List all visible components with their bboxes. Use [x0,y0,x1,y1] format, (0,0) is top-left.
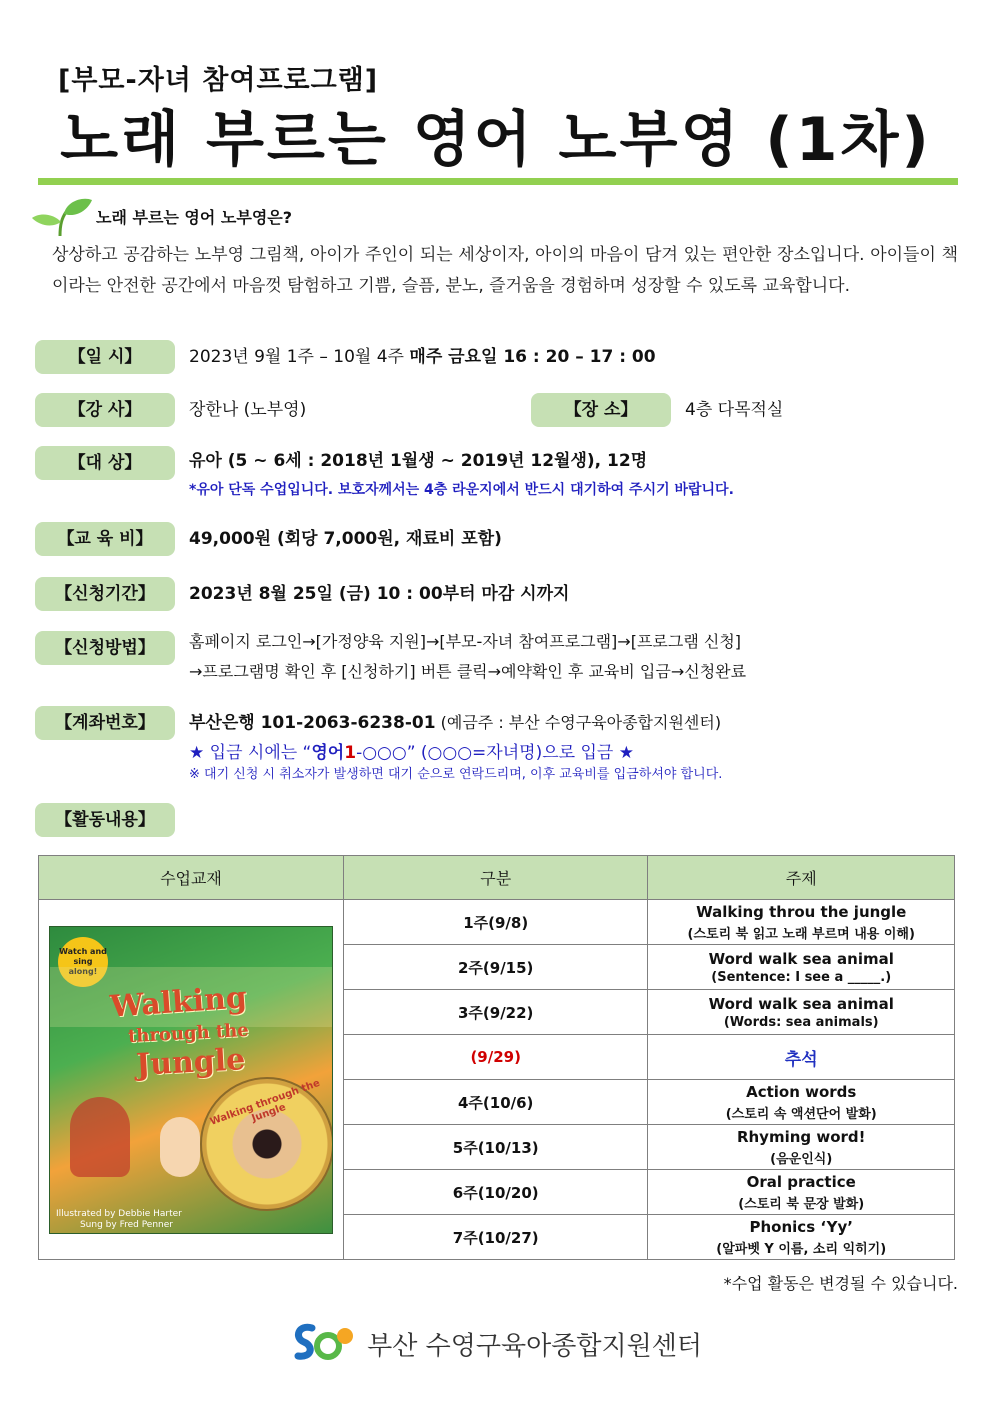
program-category: [부모-자녀 참여프로그램] [58,65,379,96]
book-title-2: through the [127,1019,250,1047]
account-holder: (예금주 : 부산 수영구육아종합지원센터) [435,713,722,732]
week-cell: 3주(9/22) [457,1003,534,1022]
topic-cell [648,1035,955,1080]
target-note: *유아 단독 수업입니다. 보호자께서는 4층 라운지에서 반드시 대기하여 주시기 바랍니다. [189,482,734,498]
instructor-label: 【강 사】 [35,393,175,427]
fee-label: 【교 육 비】 [35,522,175,556]
week-cell: 2주(9/15) [457,958,534,977]
topic-detail: (알파벳 Y 이름, 소리 익히기) [716,1241,887,1257]
table-row [39,900,955,945]
book-title-1: Walking [108,979,248,1025]
page-title: 노래 부르는 영어 노부영 (1차) [60,105,932,175]
book-title-3: Jungle [135,1041,247,1083]
topic-detail: (스토리 북 문장 발화) [738,1196,865,1212]
topic-title: Walking throu the jungle [696,902,907,921]
intro-heading: 노래 부르는 영어 노부영은? [96,208,293,227]
bank-account: 부산은행 101-2063-6238-01 [189,713,436,733]
place-label: 【장 소】 [531,393,671,427]
topic-title: Word walk sea animal [708,949,894,968]
topic-title: Oral practice [746,1172,856,1191]
deposit-text-d: -○○○” (○○○=자녀명)으로 입금 ★ [356,743,634,763]
topic-detail: (스토리 속 액션단어 발화) [725,1106,877,1122]
method-label: 【신청방법】 [35,631,175,665]
cd-label: Walking through the Jungle [208,1077,322,1128]
topic-detail: (Words: sea animals) [723,1014,879,1030]
target-value: 유아 (5 ~ 6세 : 2018년 1월생 ~ 2019년 12월생), 12명 [189,451,648,471]
instructor-value: 장한나 (노부영) [189,400,307,420]
schedule-value [189,345,656,369]
topic-cell [648,945,955,990]
topic-title: Action words [746,1082,857,1101]
topic-cell [648,900,955,945]
method-line2: →프로그램명 확인 후 [신청하기] 버튼 클릭→예약확인 후 교육비 입금→신청완료 [189,662,747,681]
topic-cell [648,1170,955,1215]
sprout-icon [30,196,94,244]
deposit-instruction [189,741,634,765]
topic-detail: (음운인식) [770,1151,833,1167]
schedule-dates: 2023년 9월 1주 – 10월 4주 [189,347,410,367]
topic-cell [648,1215,955,1260]
col-header-week: 구분 [343,856,648,900]
week-cell: 7주(10/27) [452,1228,539,1247]
center-name: 부산 수영구육아종합지원센터 [367,1331,702,1362]
waitlist-note: ※ 대기 신청 시 취소자가 발생하면 대기 순으로 연락드리며, 이후 교육비를 입금하셔야 합니다. [189,767,723,782]
book-cover-cell [39,900,344,1260]
intro-text: 상상하고 공감하는 노부영 그림책, 아이가 주인이 되는 세상이자, 아이의 마음이 담겨 있는 편안한 장소입니다. 아이들이 책이라는 안전한 공간에서 마음껏 탐험하고 기쁨, 슬픔, 분노, 즐거움을 경험하며 성장할 수 있도록 교육합니다. [52,245,958,296]
cd-disc [200,1077,333,1211]
col-header-topic: 주제 [648,856,955,900]
activity-table [38,855,955,1260]
col-header-textbook: 수업교재 [39,856,344,900]
schedule-label: 【일 시】 [35,340,175,374]
week-cell: 5주(10/13) [452,1138,539,1157]
title-divider [38,178,958,185]
period-label: 【신청기간】 [35,577,175,611]
schedule-time: 매주 금요일 16 : 20 – 17 : 00 [409,347,656,367]
book-cover-image [49,926,333,1234]
topic-cell [648,1080,955,1125]
topic-cell [648,1125,955,1170]
footer [0,1320,992,1368]
account-label: 【계좌번호】 [35,706,175,740]
topic-cell [648,990,955,1035]
target-label: 【대 상】 [35,446,175,480]
topic-detail: (스토리 북 읽고 노래 부르며 내용 이해) [687,926,915,942]
period-value: 2023년 8월 25일 (금) 10 : 00부터 마감 시까지 [189,584,570,604]
deposit-text-a: ★ 입금 시에는 “ [189,743,312,763]
topic-detail: (Sentence: I see a _____.) [711,969,892,985]
deposit-text-c: 1 [344,743,357,763]
week-cell: (9/29) [470,1048,521,1066]
fee-value: 49,000원 (회당 7,000원, 재료비 포함) [189,529,502,549]
change-notice: *수업 활동은 변경될 수 있습니다. [723,1274,958,1293]
week-cell: 4주(10/6) [457,1093,534,1112]
holiday-title: 추석 [784,1049,818,1070]
book-badge: Watch and sing along! [58,937,108,987]
book-credit-2: Sung by Fred Penner [79,1219,173,1230]
topic-title: Phonics ‘Yy’ [749,1217,853,1236]
place-value: 4층 다목적실 [685,400,784,420]
topic-title: Word walk sea animal [708,994,894,1013]
center-logo-icon [290,1320,356,1368]
week-cell: 1주(9/8) [463,913,529,932]
week-cell: 6주(10/20) [452,1183,539,1202]
account-value [189,711,721,735]
book-credit-1: Illustrated by Debbie Harter [55,1208,182,1219]
deposit-text-b: 영어 [311,743,345,763]
topic-title: Rhyming word! [736,1127,866,1146]
activity-label: 【활동내용】 [35,803,175,837]
method-line1: 홈페이지 로그인→[가정양육 지원]→[부모-자녀 참여프로그램]→[프로그램 신청] [189,632,742,651]
